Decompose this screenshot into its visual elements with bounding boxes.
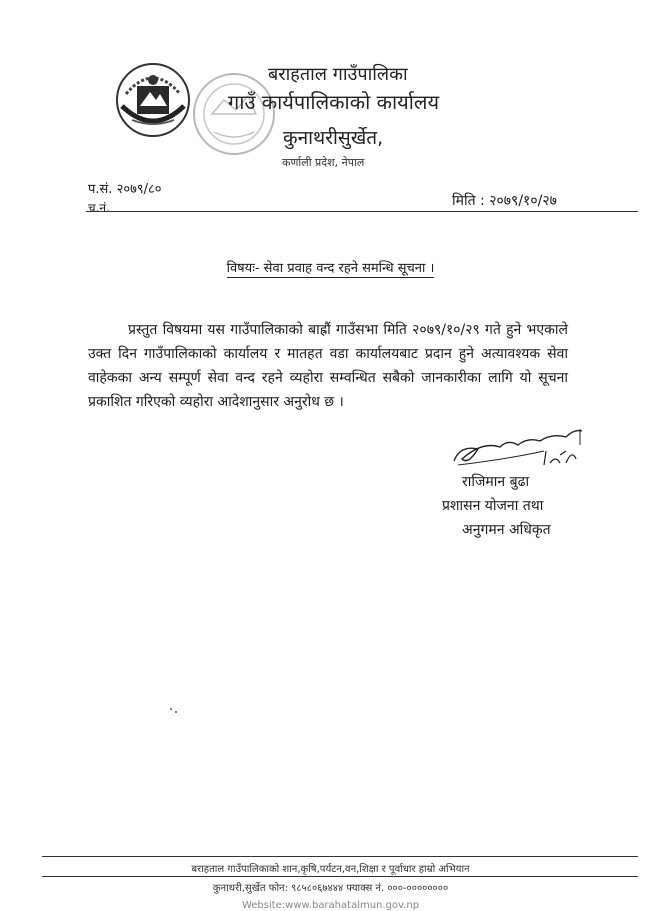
nepal-emblem-icon [112,58,194,140]
reference-number: प.सं. २०७९/८० [88,182,162,197]
dispatch-number: च.नं. [88,201,110,215]
letterhead-province: कर्णाली प्रदेश, नेपाल [282,156,365,169]
scan-speck [170,708,172,710]
header-rule [86,211,638,212]
footer-rule-bottom [42,876,638,877]
footer-slogan: बराहताल गाउँपालिकाको शान,कृषि,पर्यटन,वन,शिक्षा र पूर्वाधार हाम्रो अभियान [191,864,470,875]
footer-website: Website:www.barahatalmun.gov.np [241,900,420,911]
notice-body [88,318,568,414]
letterhead-municipality: बराहताल गाउँपालिका [268,64,408,85]
subject-text: विषयः- सेवा प्रवाह वन्द रहने समन्धि सूचना । [226,261,435,276]
handwritten-signature [448,425,590,475]
body-paragraph: प्रस्तुत विषयमा यस गाउँपालिकाको बाह्रौं गाउँसभा मिति २०७९/१०/२९ गते हुने भएकाले उक्त दिन गाउँपालिकाको कार्यालय र मातहत वडा कार्यालयबाट प्रदान हुने अत्यावश्यक सेवा वाहेकका अन्य सम्पूर्ण सेवा वन्द रहने व्यहोरा सम्वन्धित सबैको जानकारीका लागि यो सूचना प्रकाशित गरिएको व्यहोरा आदेशानुसार अनुरोध छ । [88,322,568,410]
letterhead-location: कुनाथरीसुर्खेत, [283,127,384,149]
footer-contact: कुनाथरी,सुर्खेत फोन: ९८५८०६७४४४ फ्याक्स नं. ०००-०००००००० [212,883,449,894]
subject-line [0,258,661,276]
signatory-title-1: प्रशासन योजना तथा [442,498,544,514]
scan-speck [175,711,177,713]
signatory-title-2: अनुगमन अधिकृत [462,522,551,538]
footer-rule-top [42,856,638,857]
signatory-name: राजिमान बुढा [462,474,530,490]
letterhead-office: गाउँ कार्यपालिकाको कार्यालय [228,90,440,114]
letter-date: मिति : २०७९/१०/२७ [452,193,557,209]
